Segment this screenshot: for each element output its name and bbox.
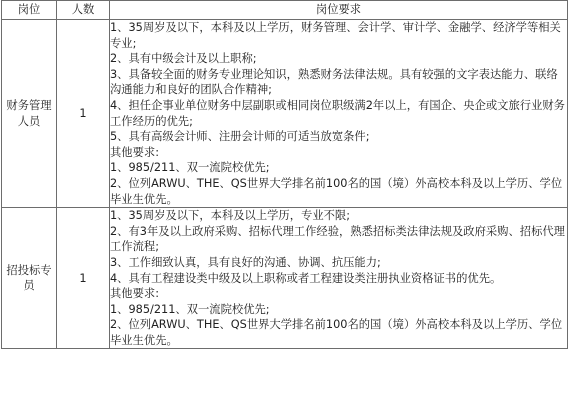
table-header-row <box>2 1 568 20</box>
position-cell: 财务管理人员 <box>2 20 57 208</box>
header-position: 岗位 <box>2 1 57 20</box>
count-cell: 1 <box>57 208 110 349</box>
requirement-line: 2、具有中级会计及以上职称; <box>110 52 257 66</box>
position-cell: 招投标专员 <box>2 208 57 349</box>
requirement-line: 3、工作细致认真，具有良好的沟通、协调、抗压能力; <box>110 255 381 269</box>
requirement-line: 3、具备较全面的财务专业理论知识，熟悉财务法律法规。具有较强的文字表达能力、联络沟通能力和良好的团队合作精神; <box>110 67 558 97</box>
requirement-line: 2、位列ARWU、THE、QS世界大学排名前100名的国（境）外高校本科及以上学历、学位毕业生优先。 <box>110 176 563 206</box>
other-requirements-heading: 其他要求: <box>110 287 159 301</box>
requirements-cell <box>110 208 568 349</box>
requirements-cell <box>110 20 568 208</box>
requirement-line: 1、985/211、双一流院校优先; <box>110 302 270 316</box>
requirement-line: 1、985/211、双一流院校优先; <box>110 161 270 175</box>
header-requirements: 岗位要求 <box>110 1 568 20</box>
requirement-line: 1、35周岁及以下，本科及以上学历，专业不限; <box>110 209 351 223</box>
other-requirements-heading: 其他要求: <box>110 145 159 159</box>
requirement-line: 2、有3年及以上政府采购、招标代理工作经验，熟悉招标类法律法规及政府采购、招标代理工作流程; <box>110 224 565 254</box>
requirement-line: 4、具有工程建设类中级及以上职称或者工程建设类注册执业资格证书的优先。 <box>110 271 502 285</box>
header-count: 人数 <box>57 1 110 20</box>
count-cell: 1 <box>57 20 110 208</box>
job-requirements-table <box>1 0 568 349</box>
requirement-line: 4、担任企事业单位财务中层副职或相同岗位职级满2年以上，有国企、央企或文旅行业财务工作经历的优先; <box>110 98 565 128</box>
table-row-finance-manager <box>2 20 568 208</box>
table-row-bidding-specialist <box>2 208 568 349</box>
requirement-line: 2、位列ARWU、THE、QS世界大学排名前100名的国（境）外高校本科及以上学历、学位毕业生优先。 <box>110 318 563 347</box>
requirement-line: 5、具有高级会计师、注册会计师的可适当放宽条件; <box>110 130 370 144</box>
requirement-line: 1、35周岁及以下，本科及以上学历，财务管理、会计学、审计学、金融学、经济学等相关专业; <box>110 21 561 50</box>
